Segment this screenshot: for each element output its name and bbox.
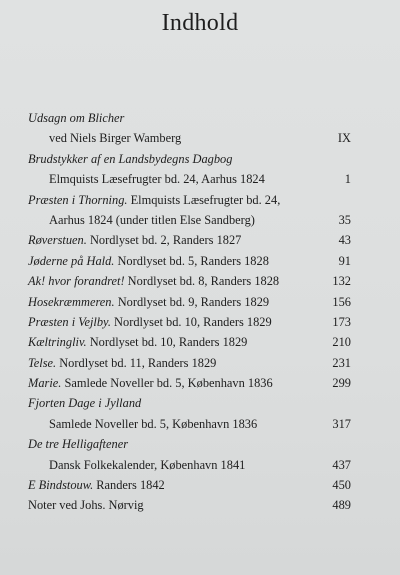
toc-entry xyxy=(0,434,400,454)
toc-entry-source: Nordlyset bd. 10, Randers 1829 xyxy=(110,314,272,329)
toc-entry-title: Telse. xyxy=(28,355,57,370)
toc-entry-text xyxy=(28,434,128,454)
toc-entry-source: Elmquists Læsefrugter bd. 24, xyxy=(127,192,281,207)
toc-entry xyxy=(0,210,400,230)
toc-entry-title: De tre Helligaftener xyxy=(28,437,129,452)
toc-entry-text xyxy=(28,230,241,250)
toc-entry-source: ved Niels Birger Wamberg xyxy=(49,131,182,146)
toc-entry-title: Marie. xyxy=(28,376,62,391)
toc-entry-source: Nordlyset bd. 5, Randers 1828 xyxy=(114,253,269,268)
toc-entry-text xyxy=(28,251,269,271)
toc-entry xyxy=(0,373,400,393)
toc-entry-title: E Bindstouw. xyxy=(28,478,94,493)
toc-entry-text xyxy=(49,169,265,189)
toc-entry-page-number: 450 xyxy=(332,478,351,493)
toc-entry-page-number: 437 xyxy=(332,457,351,472)
toc-entry xyxy=(0,190,400,210)
toc-entry-source: Randers 1842 xyxy=(93,478,165,493)
toc-entry-page-number: 35 xyxy=(338,212,351,227)
toc-entry-page-number: 489 xyxy=(332,498,351,513)
toc-entry-text xyxy=(28,393,141,413)
toc-entry-page-number: 91 xyxy=(338,253,351,268)
toc-entry-text xyxy=(28,332,247,352)
toc-entry-page-number: 210 xyxy=(332,335,351,350)
toc-entry-page-number: IX xyxy=(337,131,351,146)
toc-entry xyxy=(0,108,400,128)
toc-entry-text xyxy=(49,455,245,475)
toc-entry-source: Noter ved Johs. Nørvig xyxy=(28,498,144,513)
toc-entry-text xyxy=(28,353,216,373)
table-of-contents xyxy=(0,108,400,516)
toc-entry-page-number: 132 xyxy=(332,274,351,289)
toc-entry-page-number: 231 xyxy=(332,355,351,370)
toc-entry-source: Aarhus 1824 (under titlen Else Sandberg) xyxy=(49,212,255,227)
toc-entry xyxy=(0,292,400,312)
toc-entry-text xyxy=(28,271,279,291)
page-title: Indhold xyxy=(161,10,239,36)
toc-entry xyxy=(0,475,400,495)
toc-entry-title: Præsten i Thorning. xyxy=(28,192,128,207)
toc-entry-source: Nordlyset bd. 11, Randers 1829 xyxy=(56,355,217,370)
toc-entry-title: Fjorten Dage i Jylland xyxy=(28,396,142,411)
toc-entry-source: Nordlyset bd. 8, Randers 1828 xyxy=(124,274,280,289)
toc-entry-title: Røverstuen. xyxy=(28,233,87,248)
toc-entry-text xyxy=(49,210,255,230)
toc-entry xyxy=(0,393,400,413)
toc-entry-source: Nordlyset bd. 2, Randers 1827 xyxy=(86,233,242,248)
toc-entry-text xyxy=(28,495,144,515)
toc-entry-title: Hosekræmmeren. xyxy=(28,294,115,309)
toc-entry-source: Nordlyset bd. 9, Randers 1829 xyxy=(114,294,270,309)
toc-entry-source: Samlede Noveller bd. 5, København 1836 xyxy=(61,376,273,391)
toc-entry-page-number: 43 xyxy=(338,233,351,248)
toc-entry-source: Dansk Folkekalender, København 1841 xyxy=(49,457,246,472)
toc-entry-text xyxy=(28,292,269,312)
toc-entry xyxy=(0,128,400,148)
toc-entry-source: Nordlyset bd. 10, Randers 1829 xyxy=(86,335,248,350)
toc-entry xyxy=(0,414,400,434)
toc-entry xyxy=(0,455,400,475)
toc-entry xyxy=(0,230,400,250)
toc-entry-title: Udsagn om Blicher xyxy=(28,111,125,125)
toc-entry xyxy=(0,271,400,291)
toc-entry-title: Ak! hvor forandret! xyxy=(28,274,125,289)
toc-entry-text xyxy=(28,312,272,332)
toc-entry-page-number: 317 xyxy=(332,416,351,431)
toc-entry-text xyxy=(49,128,181,148)
toc-entry-title: Brudstykker af en Landsbydegns Dagbog xyxy=(28,151,233,166)
toc-entry-source: Samlede Noveller bd. 5, København 1836 xyxy=(49,416,258,431)
toc-entry-text xyxy=(28,373,273,393)
toc-entry xyxy=(0,495,400,515)
toc-entry-title: Kæltringliv. xyxy=(28,335,87,350)
toc-entry-title: Jøderne på Hald. xyxy=(28,253,115,268)
toc-entry xyxy=(0,312,400,332)
toc-entry xyxy=(0,149,400,169)
toc-entry-text xyxy=(28,149,232,169)
toc-entry-text xyxy=(49,414,257,434)
toc-entry-text xyxy=(28,190,280,210)
toc-entry xyxy=(0,353,400,373)
toc-entry-page-number: 299 xyxy=(332,376,351,391)
toc-entry-text xyxy=(28,108,124,128)
toc-entry-text xyxy=(28,475,165,495)
toc-entry-source: Elmquists Læsefrugter bd. 24, Aarhus 1824 xyxy=(49,172,265,187)
toc-entry xyxy=(0,169,400,189)
toc-entry-page-number: 173 xyxy=(332,314,351,329)
toc-entry xyxy=(0,332,400,352)
toc-entry-page-number: 1 xyxy=(344,172,351,187)
toc-entry-page-number: 156 xyxy=(332,294,351,309)
toc-entry xyxy=(0,251,400,271)
toc-entry-title: Præsten i Vejlby. xyxy=(28,314,111,329)
